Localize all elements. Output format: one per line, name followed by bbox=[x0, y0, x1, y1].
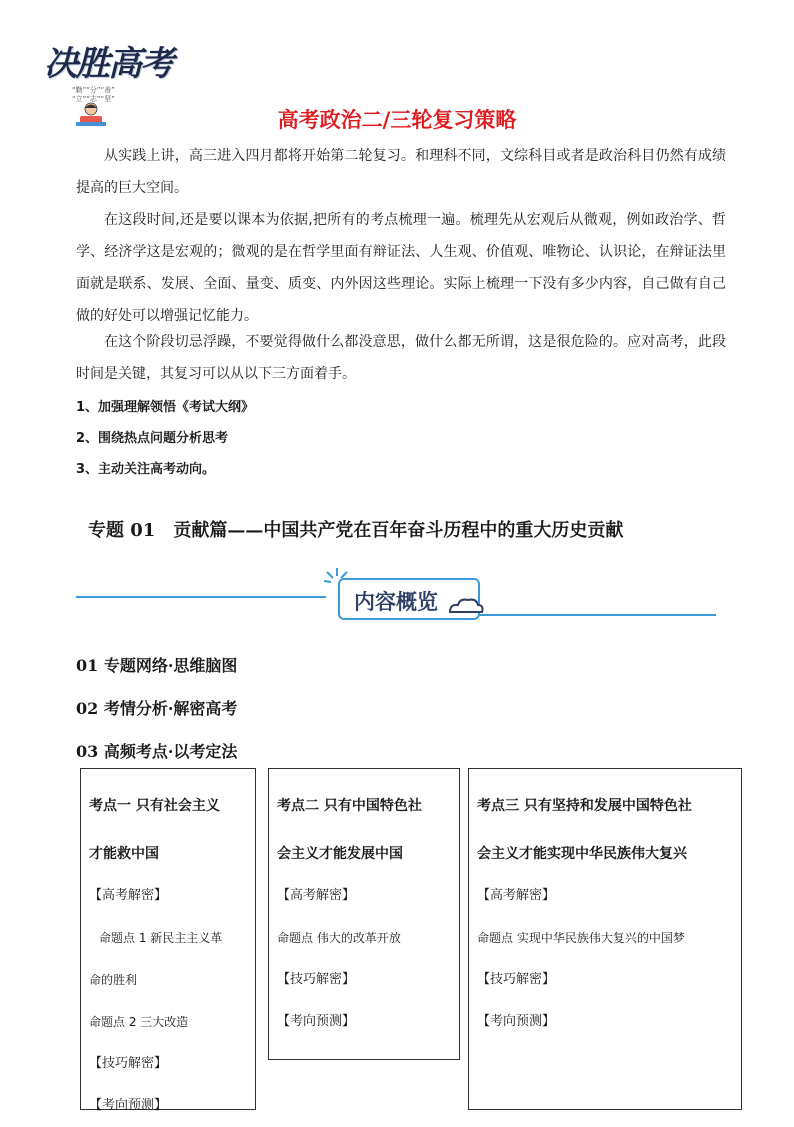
overview-item: 01 专题网络·思维脑图 bbox=[76, 656, 238, 675]
box-item: 【技巧解密】 bbox=[477, 972, 556, 987]
box-title-line1: 考点三 只有坚持和发展中国特色社 bbox=[477, 798, 692, 814]
kaodian-box-3 bbox=[468, 768, 742, 1110]
box-item: 命题点 2 三大改造 bbox=[89, 1015, 189, 1029]
banner-line-left bbox=[76, 596, 326, 598]
box-item: 命的胜利 bbox=[89, 973, 138, 987]
logo-text: 决胜高考 bbox=[44, 44, 172, 84]
page-title: 高考政治二/三轮复习策略 bbox=[277, 108, 517, 132]
box-title-line1: 考点二 只有中国特色社 bbox=[277, 798, 422, 814]
logo-sub2: “立”“志”“坚” bbox=[72, 95, 115, 103]
banner-label: 内容概览 bbox=[354, 590, 438, 614]
box-item: 【高考解密】 bbox=[89, 888, 168, 903]
paragraph-2: 在这段时间,还是要以课本为依据,把所有的考点梳理一遍。梳理先从宏观后从微观，例如政治学、哲学、经济学这是宏观的；微观的是在哲学里面有辩证法、人生观、价值观、唯物论、认识论，在辩证法里面就是联系、发展、全面、量变、质变、内外因这些理论。实际上梳理一下没有多少内容，自己做有自己做的好处可以增强记忆能力。 bbox=[76, 212, 726, 324]
list-item: 2、围绕热点问题分析思考 bbox=[76, 431, 229, 446]
box-item: 【考向预测】 bbox=[89, 1098, 168, 1113]
box-item: 【考向预测】 bbox=[277, 1014, 356, 1029]
kaodian-box-1 bbox=[80, 768, 256, 1113]
box-title-line2: 会主义才能发展中国 bbox=[277, 846, 403, 862]
paragraph-3: 在这个阶段切忌浮躁，不要觉得做什么都没意思，做什么都无所谓，这是很危险的。应对高考，此段时间是关键，其复习可以从以下三方面着手。 bbox=[76, 334, 726, 382]
list-item: 3、主动关注高考动向。 bbox=[76, 462, 216, 477]
cloud-icon bbox=[446, 596, 486, 616]
box-item: 【考向预测】 bbox=[477, 1014, 556, 1029]
box-title-line2: 会主义才能实现中华民族伟大复兴 bbox=[477, 846, 687, 862]
box-item: 命题点 1 新民主主义革 bbox=[99, 931, 223, 945]
content-overview-banner bbox=[76, 566, 716, 622]
box-item: 命题点 实现中华民族伟大复兴的中国梦 bbox=[477, 931, 685, 945]
banner-line-right bbox=[476, 614, 716, 616]
topic-title: 专题 01 贡献篇——中国共产党在百年奋斗历程中的重大历史贡献 bbox=[88, 520, 624, 541]
kaodian-box-2 bbox=[268, 768, 460, 1060]
box-item: 【技巧解密】 bbox=[277, 972, 356, 987]
box-item: 命题点 伟大的改革开放 bbox=[277, 931, 401, 945]
box-item: 【高考解密】 bbox=[277, 888, 356, 903]
box-item: 【技巧解密】 bbox=[89, 1056, 168, 1071]
numbered-list bbox=[76, 392, 254, 485]
overview-item: 03 高频考点·以考定法 bbox=[76, 742, 238, 761]
logo-sub1: “勤”“分”“善” bbox=[72, 86, 115, 94]
paragraph-1: 从实践上讲，高三进入四月都将开始第二轮复习。和理科不同，文综科目或者是政治科目仍然有成绩提高的巨大空间。 bbox=[76, 148, 726, 196]
list-item: 1、加强理解领悟《考试大纲》 bbox=[76, 400, 255, 415]
box-title-line1: 考点一 只有社会主义 bbox=[89, 798, 220, 814]
overview-item: 02 考情分析·解密高考 bbox=[76, 699, 238, 718]
box-title-line2: 才能救中国 bbox=[89, 846, 159, 862]
box-item: 【高考解密】 bbox=[477, 888, 556, 903]
overview-list bbox=[76, 644, 237, 773]
